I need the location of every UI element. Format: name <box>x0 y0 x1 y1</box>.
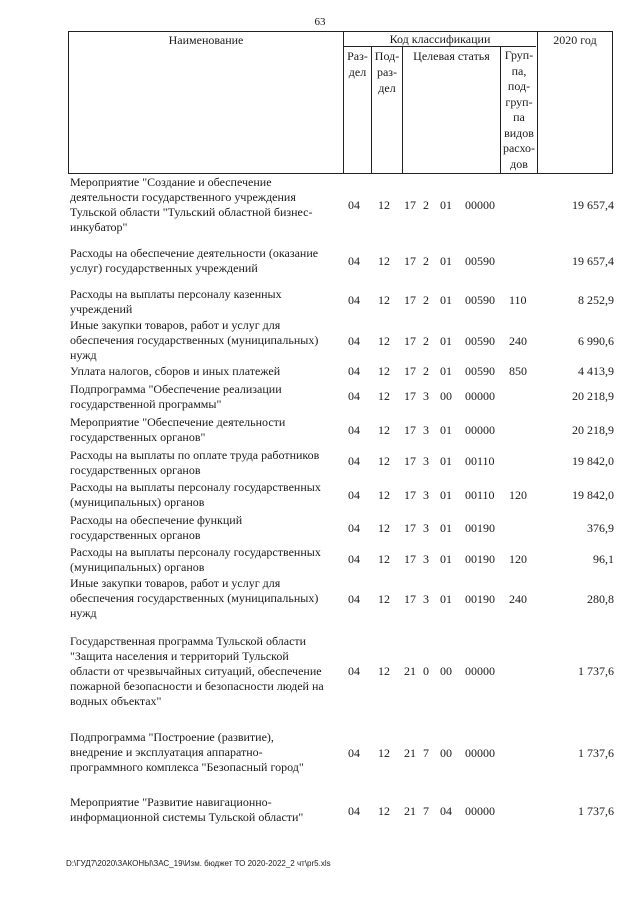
row-cs-direction: 00590 <box>465 254 495 268</box>
row-name: Уплата налогов, сборов и иных платежей <box>70 364 281 378</box>
row-cs-program: 21 <box>404 664 416 678</box>
row-amount: 19 657,4 <box>572 254 614 268</box>
row-razdel: 04 <box>348 804 360 818</box>
row-amount: 1 737,6 <box>578 804 614 818</box>
row-cs-subprogram: 2 <box>423 254 429 268</box>
header-name: Наименование <box>168 33 244 47</box>
row-cs-program: 17 <box>404 254 416 268</box>
row-cs-program: 17 <box>404 198 416 212</box>
row-cs-event: 01 <box>440 454 452 468</box>
row-cs-direction: 00190 <box>465 552 495 566</box>
row-razdel: 04 <box>348 664 360 678</box>
row-razdel: 04 <box>348 592 360 606</box>
row-cs-subprogram: 3 <box>423 454 429 468</box>
file-path-footer: D:\ГУД7\2020\ЗАКОНЫ\ЗАС_19\Изм. бюджет ТО 2020-2022_2 чт\pr5.xls <box>66 859 331 868</box>
row-name: Расходы на выплаты по оплате труда работников государственных органов <box>70 448 320 477</box>
row-amount: 280,8 <box>587 592 614 606</box>
row-cs-event: 00 <box>440 664 452 678</box>
row-cs-event: 01 <box>440 293 452 307</box>
row-podrazdel: 12 <box>378 293 390 307</box>
row-razdel: 04 <box>348 364 360 378</box>
header-classification: Код классификации <box>389 32 491 46</box>
header-left-border <box>68 31 69 174</box>
row-name: Мероприятие "Создание и обеспечение деятельности государственного учреждения Тульской области "Тульский областной бизнес- инкубатор" <box>70 175 313 234</box>
row-razdel: 04 <box>348 488 360 502</box>
row-cs-event: 01 <box>440 198 452 212</box>
row-cs-subprogram: 3 <box>423 389 429 403</box>
row-amount: 4 413,9 <box>578 364 614 378</box>
row-cs-program: 21 <box>404 804 416 818</box>
row-podrazdel: 12 <box>378 664 390 678</box>
row-cs-event: 01 <box>440 423 452 437</box>
row-name: Расходы на обеспечение деятельности (оказание услуг) государственных учреждений <box>70 246 319 275</box>
row-podrazdel: 12 <box>378 198 390 212</box>
row-name: Иные закупки товаров, работ и услуг для обеспечения государственных (муниципальных) нужд <box>70 576 319 620</box>
row-cs-subprogram: 2 <box>423 293 429 307</box>
row-name: Расходы на обеспечение функций государственных органов <box>70 513 243 542</box>
row-razdel: 04 <box>348 254 360 268</box>
row-cs-direction: 00190 <box>465 521 495 535</box>
row-cs-subprogram: 7 <box>423 804 429 818</box>
row-cs-event: 04 <box>440 804 452 818</box>
row-podrazdel: 12 <box>378 746 390 760</box>
row-amount: 19 842,0 <box>572 454 614 468</box>
row-cs-program: 17 <box>404 423 416 437</box>
row-cs-subprogram: 3 <box>423 521 429 535</box>
row-name: Подпрограмма "Обеспечение реализации государственной программы" <box>70 382 282 411</box>
row-cs-direction: 00110 <box>465 454 495 468</box>
row-cs-subprogram: 0 <box>423 664 429 678</box>
row-cs-subprogram: 3 <box>423 488 429 502</box>
row-razdel: 04 <box>348 521 360 535</box>
header-group: Груп- па, под- груп- па видов расхо- дов <box>502 48 536 171</box>
row-cs-subprogram: 2 <box>423 198 429 212</box>
row-group: 120 <box>509 552 527 566</box>
row-cs-event: 01 <box>440 488 452 502</box>
header-col-divider-5 <box>537 31 538 174</box>
row-cs-subprogram: 2 <box>423 364 429 378</box>
row-cs-subprogram: 3 <box>423 423 429 437</box>
row-amount: 19 657,4 <box>572 198 614 212</box>
row-name: Государственная программа Тульской области "Защита населения и территорий Тульской области от чрезвычайных ситуаций, обеспечение пожарной безопасности и безопасности людей на водных объектах" <box>70 634 324 708</box>
row-amount: 8 252,9 <box>578 293 614 307</box>
row-name: Подпрограмма "Построение (развитие), внедрение и эксплуатация аппаратно- программного комплекса "Безопасный город" <box>70 730 304 774</box>
header-right-border <box>612 31 613 174</box>
row-cs-subprogram: 3 <box>423 552 429 566</box>
row-cs-program: 17 <box>404 454 416 468</box>
row-podrazdel: 12 <box>378 389 390 403</box>
row-cs-direction: 00000 <box>465 389 495 403</box>
row-amount: 1 737,6 <box>578 664 614 678</box>
row-podrazdel: 12 <box>378 423 390 437</box>
row-cs-subprogram: 7 <box>423 746 429 760</box>
row-podrazdel: 12 <box>378 334 390 348</box>
row-cs-program: 21 <box>404 746 416 760</box>
row-name: Мероприятие "Развитие навигационно- информационной системы Тульской области" <box>70 795 304 824</box>
row-podrazdel: 12 <box>378 552 390 566</box>
header-bottom-border <box>68 173 613 174</box>
row-cs-program: 17 <box>404 592 416 606</box>
header-subsection: Под- раз- дел <box>374 49 400 95</box>
row-name: Расходы на выплаты персоналу казенных учреждений <box>70 287 282 316</box>
row-podrazdel: 12 <box>378 592 390 606</box>
row-amount: 6 990,6 <box>578 334 614 348</box>
row-name: Мероприятие "Обеспечение деятельности государственных органов" <box>70 415 286 444</box>
header-target-item: Целевая статья <box>413 49 490 63</box>
row-podrazdel: 12 <box>378 254 390 268</box>
row-cs-direction: 00590 <box>465 293 495 307</box>
row-podrazdel: 12 <box>378 364 390 378</box>
header-col-divider-3 <box>402 46 403 174</box>
row-amount: 19 842,0 <box>572 488 614 502</box>
row-razdel: 04 <box>348 746 360 760</box>
header-year: 2020 год <box>553 33 597 47</box>
row-cs-program: 17 <box>404 389 416 403</box>
row-podrazdel: 12 <box>378 488 390 502</box>
row-group: 240 <box>509 334 527 348</box>
row-cs-direction: 00590 <box>465 334 495 348</box>
row-cs-program: 17 <box>404 334 416 348</box>
row-cs-direction: 00000 <box>465 198 495 212</box>
row-cs-direction: 00590 <box>465 364 495 378</box>
row-cs-direction: 00000 <box>465 664 495 678</box>
row-razdel: 04 <box>348 552 360 566</box>
row-group: 120 <box>509 488 527 502</box>
row-name: Расходы на выплаты персоналу государственных (муниципальных) органов <box>70 545 321 574</box>
row-name: Иные закупки товаров, работ и услуг для обеспечения государственных (муниципальных) нужд <box>70 318 319 362</box>
page-number: 63 <box>314 16 326 28</box>
row-cs-program: 17 <box>404 521 416 535</box>
row-cs-subprogram: 2 <box>423 334 429 348</box>
row-name: Расходы на выплаты персоналу государственных (муниципальных) органов <box>70 480 321 509</box>
header-section: Раз- дел <box>347 49 368 79</box>
row-amount: 20 218,9 <box>572 389 614 403</box>
row-amount: 376,9 <box>587 521 614 535</box>
row-cs-program: 17 <box>404 552 416 566</box>
row-group: 240 <box>509 592 527 606</box>
row-cs-direction: 00110 <box>465 488 495 502</box>
row-cs-event: 01 <box>440 334 452 348</box>
row-amount: 1 737,6 <box>578 746 614 760</box>
row-cs-program: 17 <box>404 293 416 307</box>
row-cs-event: 01 <box>440 254 452 268</box>
row-razdel: 04 <box>348 454 360 468</box>
row-cs-event: 01 <box>440 521 452 535</box>
row-group: 850 <box>509 364 527 378</box>
row-cs-direction: 00000 <box>465 746 495 760</box>
row-cs-event: 00 <box>440 746 452 760</box>
row-amount: 96,1 <box>593 552 614 566</box>
row-cs-direction: 00000 <box>465 423 495 437</box>
row-podrazdel: 12 <box>378 454 390 468</box>
row-amount: 20 218,9 <box>572 423 614 437</box>
row-razdel: 04 <box>348 423 360 437</box>
row-razdel: 04 <box>348 198 360 212</box>
row-cs-direction: 00190 <box>465 592 495 606</box>
row-razdel: 04 <box>348 389 360 403</box>
row-group: 110 <box>509 293 527 307</box>
row-cs-event: 00 <box>440 389 452 403</box>
row-cs-event: 01 <box>440 592 452 606</box>
row-razdel: 04 <box>348 334 360 348</box>
row-cs-subprogram: 3 <box>423 592 429 606</box>
row-podrazdel: 12 <box>378 804 390 818</box>
row-cs-event: 01 <box>440 552 452 566</box>
row-razdel: 04 <box>348 293 360 307</box>
row-cs-program: 17 <box>404 364 416 378</box>
row-cs-event: 01 <box>440 364 452 378</box>
row-cs-direction: 00000 <box>465 804 495 818</box>
row-podrazdel: 12 <box>378 521 390 535</box>
row-cs-program: 17 <box>404 488 416 502</box>
